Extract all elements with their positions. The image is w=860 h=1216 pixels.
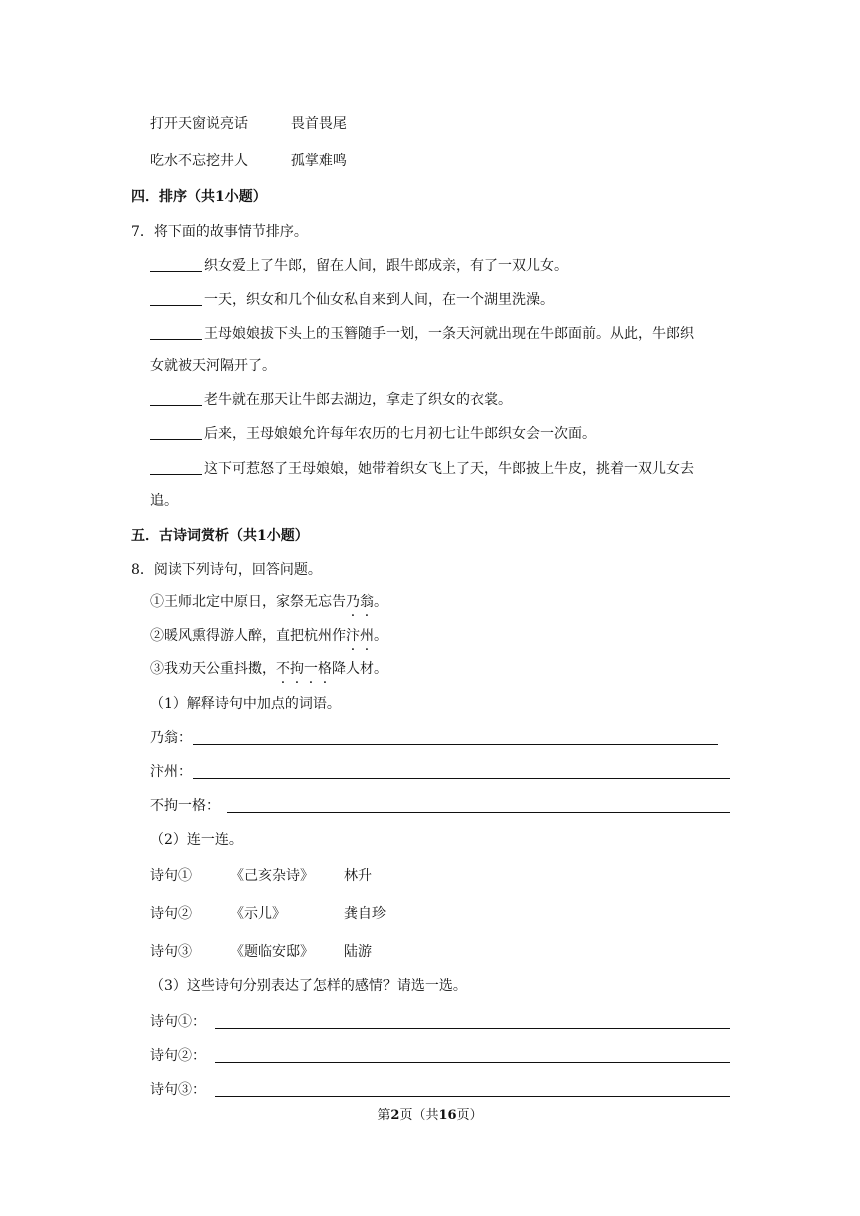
answer-line[interactable] xyxy=(227,812,730,813)
question-7 xyxy=(131,222,308,242)
idiom-text: 孤掌难鸣 xyxy=(290,153,347,169)
match-row xyxy=(150,866,372,886)
answer-blank[interactable] xyxy=(150,425,202,440)
answer-blank[interactable] xyxy=(150,325,202,340)
sort-item-text: 一天，织女和几个仙女私自来到人间，在一个湖里洗澡。 xyxy=(204,292,554,308)
match-row xyxy=(150,942,372,962)
match-mid[interactable]: 《题临安邸》 xyxy=(230,944,314,960)
answer-line[interactable] xyxy=(215,1062,730,1063)
sort-item xyxy=(150,290,554,310)
question-number: 8． xyxy=(131,562,154,578)
answer-blank[interactable] xyxy=(150,391,202,406)
dotted-char: 乃 xyxy=(346,594,360,610)
sort-item-text: 老牛就在那天让牛郎去湖边，拿走了织女的衣裳。 xyxy=(204,392,512,408)
dotted-char: 一 xyxy=(304,661,318,677)
footer-text: 第 xyxy=(377,1108,391,1123)
sort-item-text: 王母娘娘拔下头上的玉簪随手一划，一条天河就出现在牛郎面前。从此，牛郎织 xyxy=(204,326,694,342)
answer-blank[interactable] xyxy=(150,460,202,475)
dotted-char: 汴 xyxy=(346,628,360,644)
sub-question-2: （2）连一连。 xyxy=(150,832,243,848)
match-right[interactable]: 林升 xyxy=(344,868,372,884)
sort-item-text: 这下可惹怒了王母娘娘，她带着织女飞上了天，牛郎披上牛皮，挑着一双儿女去 xyxy=(204,461,694,477)
answer-label: 诗句③： xyxy=(150,1082,206,1098)
question-text: 阅读下列诗句，回答问题。 xyxy=(153,562,322,578)
answer-blank[interactable] xyxy=(150,257,202,272)
poem-line-3 xyxy=(150,659,388,679)
answer-line[interactable] xyxy=(215,1028,730,1029)
match-left[interactable]: 诗句② xyxy=(150,906,192,922)
sort-item xyxy=(150,424,596,444)
sort-item-text: 后来，王母娘娘允许每年农历的七月初七让牛郎织女会一次面。 xyxy=(204,426,596,442)
footer-text: 页（共 xyxy=(399,1108,439,1123)
match-left[interactable]: 诗句① xyxy=(150,868,192,884)
answer-label: 诗句①： xyxy=(150,1014,206,1030)
match-mid[interactable]: 《示儿》 xyxy=(230,906,286,922)
label-naiweng: 乃翁： xyxy=(150,730,192,746)
match-mid[interactable]: 《己亥杂诗》 xyxy=(230,868,314,884)
poem-text: ③我劝天公重抖擞， xyxy=(150,661,276,677)
poem-text: 降人材。 xyxy=(332,661,388,677)
page-number: 2 xyxy=(390,1108,400,1123)
answer-line[interactable] xyxy=(215,1096,730,1097)
sort-item xyxy=(150,324,694,344)
poem-line-2 xyxy=(150,626,388,646)
poem-text: ①王师北定中原日，家祭无忘告 xyxy=(150,594,346,610)
page-footer xyxy=(0,1104,860,1123)
match-row xyxy=(150,904,386,924)
poem-text: 。 xyxy=(374,594,388,610)
dotted-char: 翁 xyxy=(360,594,374,610)
sort-item-text: 织女爱上了牛郎，留在人间，跟牛郎成亲，有了一双儿女。 xyxy=(204,258,568,274)
sort-item xyxy=(150,390,512,410)
poem-line-1 xyxy=(150,592,388,612)
answer-blank[interactable] xyxy=(150,291,202,306)
poem-text: 。 xyxy=(374,628,388,644)
sort-item xyxy=(150,459,694,479)
question-8 xyxy=(131,560,322,580)
idiom-text: 打开天窗说亮话 xyxy=(150,116,248,132)
answer-line[interactable] xyxy=(193,778,730,779)
dotted-char: 不 xyxy=(276,661,290,677)
dotted-char: 拘 xyxy=(290,661,304,677)
idiom-text: 畏首畏尾 xyxy=(290,116,347,132)
section-5-title: 五．古诗词赏析（共1小题） xyxy=(131,528,309,544)
match-right[interactable]: 龚自珍 xyxy=(344,906,386,922)
idiom-text: 吃水不忘挖井人 xyxy=(150,153,248,169)
sort-item-continuation: 女就被天河隔开了。 xyxy=(150,358,276,374)
question-text: 将下面的故事情节排序。 xyxy=(153,224,308,240)
answer-label: 诗句②： xyxy=(150,1048,206,1064)
dotted-char: 州 xyxy=(360,628,374,644)
idiom-row-2 xyxy=(150,151,347,171)
sort-item-continuation: 追。 xyxy=(150,493,178,509)
section-4-title: 四．排序（共1小题） xyxy=(131,189,267,205)
footer-text: 页） xyxy=(456,1108,483,1123)
page-total: 16 xyxy=(438,1108,457,1123)
answer-line[interactable] xyxy=(193,744,718,745)
match-right[interactable]: 陆游 xyxy=(344,944,372,960)
poem-text: ②暖风熏得游人醉，直把杭州作 xyxy=(150,628,346,644)
idiom-row-1 xyxy=(150,114,347,134)
sub-question-1: （1）解释诗句中加点的词语。 xyxy=(150,696,341,712)
sort-item xyxy=(150,256,568,276)
label-bujuyige: 不拘一格： xyxy=(150,798,220,814)
label-bianzhou: 汴州： xyxy=(150,764,192,780)
sub-question-3: （3）这些诗句分别表达了怎样的感情？请选一选。 xyxy=(150,978,467,994)
dotted-char: 格 xyxy=(318,661,332,677)
question-number: 7． xyxy=(131,224,154,240)
match-left[interactable]: 诗句③ xyxy=(150,944,192,960)
